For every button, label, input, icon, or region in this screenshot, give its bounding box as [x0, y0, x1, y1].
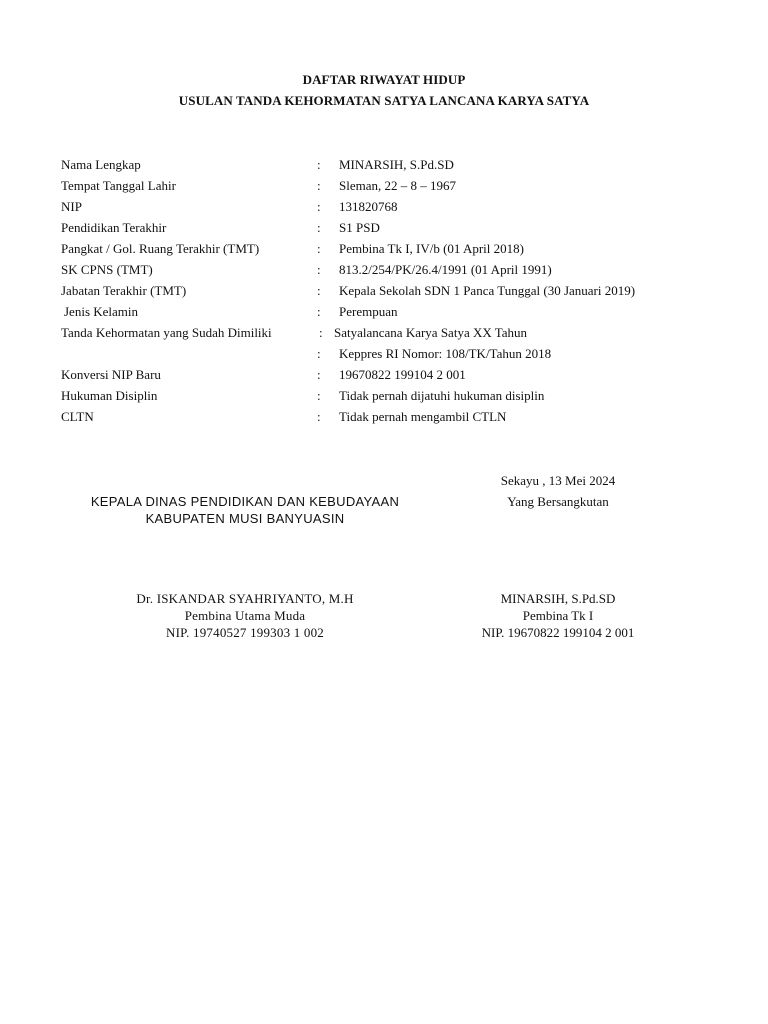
field-value: Pembina Tk I, IV/b (01 April 2018) — [339, 241, 524, 256]
field-label: CLTN — [61, 409, 94, 424]
field-value: Sleman, 22 – 8 – 1967 — [339, 178, 456, 193]
signer-role: Yang Bersangkutan — [507, 494, 609, 509]
field-value: Tidak pernah mengambil CTLN — [339, 409, 507, 424]
field-value: 19670822 199104 2 001 — [339, 367, 466, 382]
field-label: Jenis Kelamin — [64, 304, 139, 319]
field-row-nama — [61, 156, 741, 177]
field-colon: : — [317, 220, 321, 235]
signature-left-footer — [40, 590, 450, 641]
signature-right-header — [468, 472, 648, 510]
signature-right-footer — [468, 590, 648, 641]
official-name: Dr. ISKANDAR SYAHRIYANTO, M.H — [136, 591, 354, 606]
field-colon: : — [317, 241, 321, 256]
field-value: Keppres RI Nomor: 108/TK/Tahun 2018 — [339, 346, 552, 361]
signer-name: MINARSIH, S.Pd.SD — [500, 591, 616, 606]
field-label: Konversi NIP Baru — [61, 367, 161, 382]
field-label: NIP — [61, 199, 82, 214]
official-nip: NIP. 19740527 199303 1 002 — [166, 625, 324, 640]
field-row-jenis-kelamin — [61, 303, 741, 324]
field-colon: : — [317, 409, 321, 424]
field-row-konversi-nip — [61, 366, 741, 387]
field-colon: : — [317, 304, 321, 319]
official-role-line1: KEPALA DINAS PENDIDIKAN DAN KEBUDAYAAN — [90, 494, 400, 509]
field-value: 131820768 — [339, 199, 398, 214]
biodata-fields — [61, 156, 741, 429]
field-row-sk-cpns — [61, 261, 741, 282]
field-row-pendidikan — [61, 219, 741, 240]
field-value: 813.2/254/PK/26.4/1991 (01 April 1991) — [339, 262, 552, 277]
field-label: Tempat Tanggal Lahir — [61, 178, 176, 193]
field-row-cltn — [61, 408, 741, 429]
field-row-keppres — [61, 345, 741, 366]
field-colon: : — [317, 199, 321, 214]
field-colon: : — [317, 178, 321, 193]
field-label: Hukuman Disiplin — [61, 388, 158, 403]
field-row-hukuman — [61, 387, 741, 408]
field-row-tanda-kehormatan — [61, 324, 741, 345]
field-row-ttl — [61, 177, 741, 198]
field-label: Tanda Kehormatan yang Sudah Dimiliki — [61, 325, 272, 340]
field-colon: : — [317, 262, 321, 277]
field-label: SK CPNS (TMT) — [61, 262, 153, 277]
field-row-jabatan — [61, 282, 741, 303]
field-value: Tidak pernah dijatuhi hukuman disiplin — [339, 388, 545, 403]
field-value: Kepala Sekolah SDN 1 Panca Tunggal (30 Januari 2019) — [339, 283, 636, 298]
field-label: Pangkat / Gol. Ruang Terakhir (TMT) — [61, 241, 260, 256]
field-colon: : — [317, 283, 321, 298]
official-role-line2: KABUPATEN MUSI BANYUASIN — [145, 511, 345, 526]
field-label: Jabatan Terakhir (TMT) — [61, 283, 187, 298]
field-colon: : — [317, 367, 321, 382]
field-row-pangkat — [61, 240, 741, 261]
field-value: Perempuan — [339, 304, 398, 319]
field-colon: : — [319, 325, 323, 340]
field-colon: : — [317, 388, 321, 403]
signature-left-header — [40, 493, 450, 527]
signer-nip: NIP. 19670822 199104 2 001 — [481, 625, 635, 640]
field-value: S1 PSD — [339, 220, 380, 235]
place-date: Sekayu , 13 Mei 2024 — [500, 473, 616, 488]
field-label: Nama Lengkap — [61, 157, 141, 172]
document-subtitle: USULAN TANDA KEHORMATAN SATYA LANCANA KARYA SATYA — [178, 93, 590, 108]
official-rank: Pembina Utama Muda — [184, 608, 306, 623]
document-title: DAFTAR RIWAYAT HIDUP — [302, 72, 466, 87]
signer-rank: Pembina Tk I — [522, 608, 594, 623]
field-label: Pendidikan Terakhir — [61, 220, 167, 235]
field-row-nip — [61, 198, 741, 219]
field-colon: : — [317, 157, 321, 172]
field-colon: : — [317, 346, 321, 361]
field-value: Satyalancana Karya Satya XX Tahun — [334, 325, 528, 340]
field-value: MINARSIH, S.Pd.SD — [339, 157, 454, 172]
